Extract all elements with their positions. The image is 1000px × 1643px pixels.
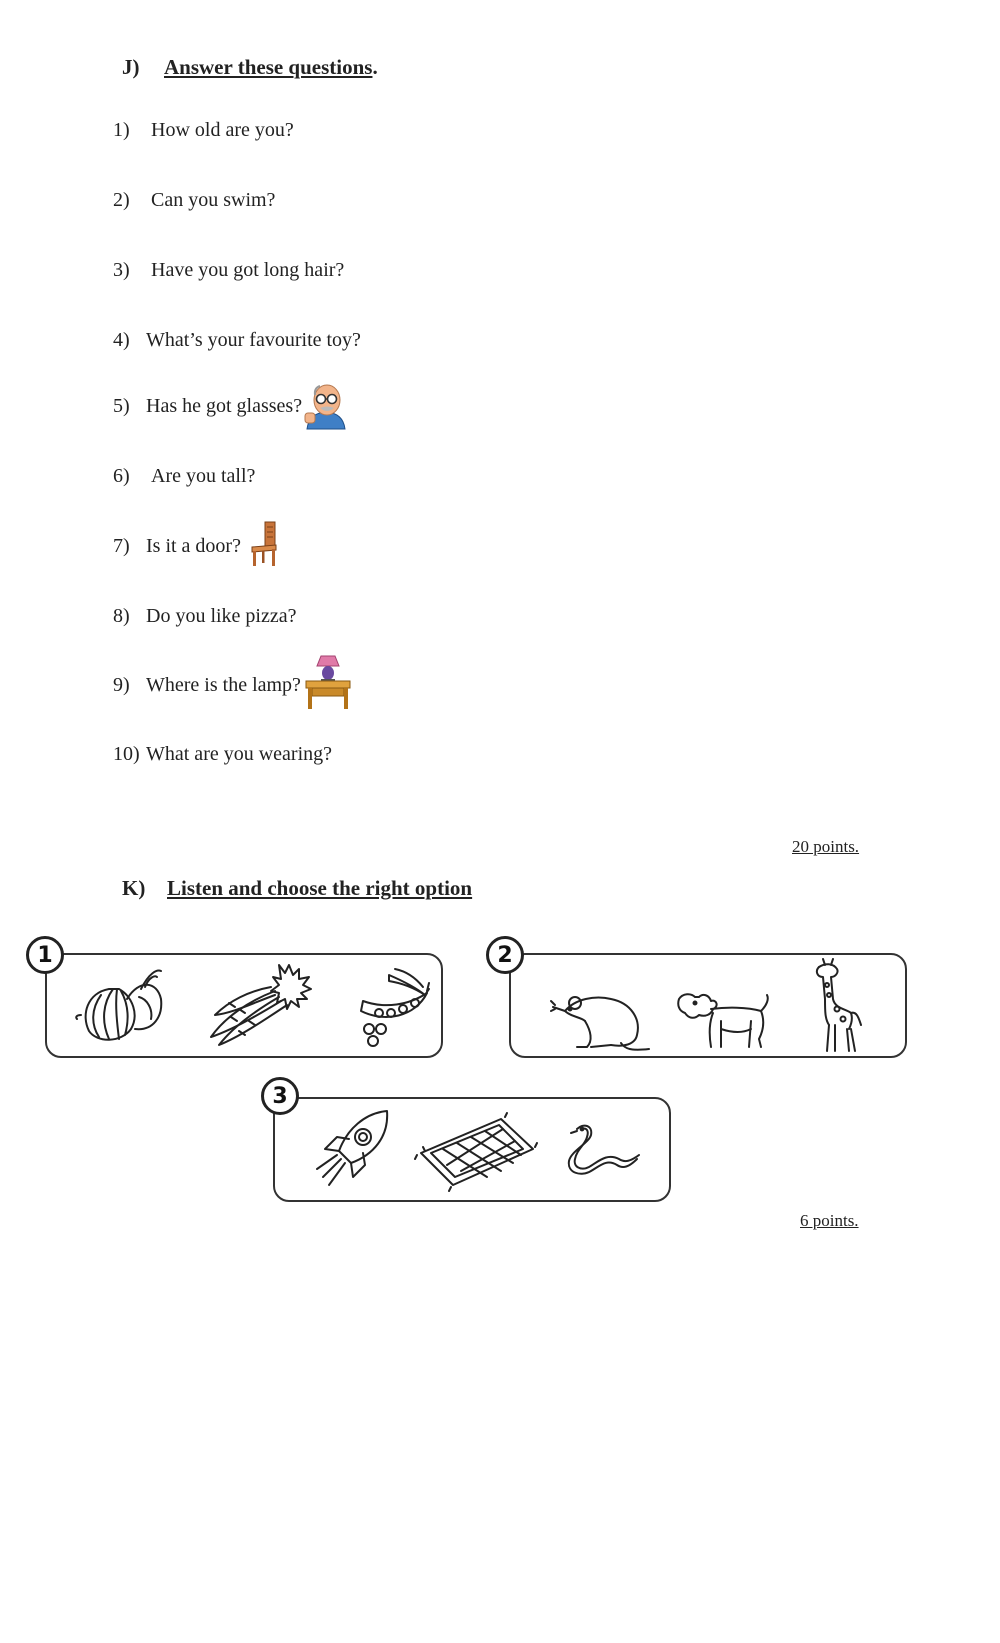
question-number: 2) — [113, 189, 130, 211]
snake-icon[interactable] — [557, 1121, 643, 1181]
giraffe-icon[interactable] — [811, 959, 863, 1055]
carpet-icon[interactable] — [417, 1113, 537, 1189]
question-number: 8) — [113, 605, 130, 627]
option-group-2-badge: 2 — [486, 936, 524, 974]
section-j-title: Answer these questions — [164, 55, 373, 79]
question-number: 10) — [113, 743, 140, 765]
question-text: Can you swim? — [151, 189, 276, 211]
peas-icon[interactable] — [355, 967, 431, 1047]
question-text: What’s your favourite toy? — [146, 329, 361, 351]
section-k-letter: K) — [122, 876, 146, 900]
option-group-1-badge: 1 — [26, 936, 64, 974]
rat-icon[interactable] — [551, 989, 651, 1053]
dog-icon[interactable] — [677, 991, 773, 1049]
question-number: 9) — [113, 674, 130, 696]
section-k-points: 6 points. — [800, 1211, 859, 1230]
question-6 — [113, 465, 255, 488]
section-j-letter: J) — [122, 55, 140, 79]
question-number: 4) — [113, 329, 130, 351]
option-group-2 — [509, 953, 907, 1058]
rocket-icon[interactable] — [313, 1107, 393, 1189]
question-text: How old are you? — [151, 119, 294, 141]
question-text: Has he got glasses? — [146, 395, 303, 417]
onion-icon[interactable] — [77, 969, 167, 1045]
question-text: Do you like pizza? — [146, 605, 297, 627]
section-k-title: Listen and choose the right option — [167, 876, 473, 900]
question-text: What are you wearing? — [146, 743, 333, 765]
chair-icon — [249, 521, 279, 567]
question-8 — [113, 605, 297, 628]
carrots-icon[interactable] — [209, 961, 313, 1049]
question-number: 1) — [113, 119, 130, 141]
section-j-title-punct: . — [372, 55, 378, 79]
question-2 — [113, 189, 275, 212]
question-text: Is it a door? — [146, 535, 241, 557]
section-j-points: 20 points. — [792, 837, 860, 856]
question-7 — [113, 535, 241, 558]
old-man-glasses-icon — [303, 383, 349, 429]
question-1 — [113, 119, 294, 142]
question-number: 6) — [113, 465, 130, 487]
question-3 — [113, 259, 344, 282]
question-5 — [113, 395, 302, 418]
question-text: Are you tall? — [151, 465, 256, 487]
section-j-heading — [122, 55, 378, 80]
question-text: Where is the lamp? — [146, 674, 301, 696]
option-group-1 — [45, 953, 443, 1058]
question-text: Have you got long hair? — [151, 259, 345, 281]
option-group-3-badge: 3 — [261, 1077, 299, 1115]
question-number: 5) — [113, 395, 130, 417]
section-k-heading — [122, 876, 472, 901]
question-9 — [113, 674, 301, 697]
option-group-3 — [273, 1097, 671, 1202]
question-4 — [113, 329, 361, 352]
lamp-on-table-icon — [304, 652, 352, 710]
question-10 — [113, 743, 332, 766]
question-number: 7) — [113, 535, 130, 557]
question-number: 3) — [113, 259, 130, 281]
